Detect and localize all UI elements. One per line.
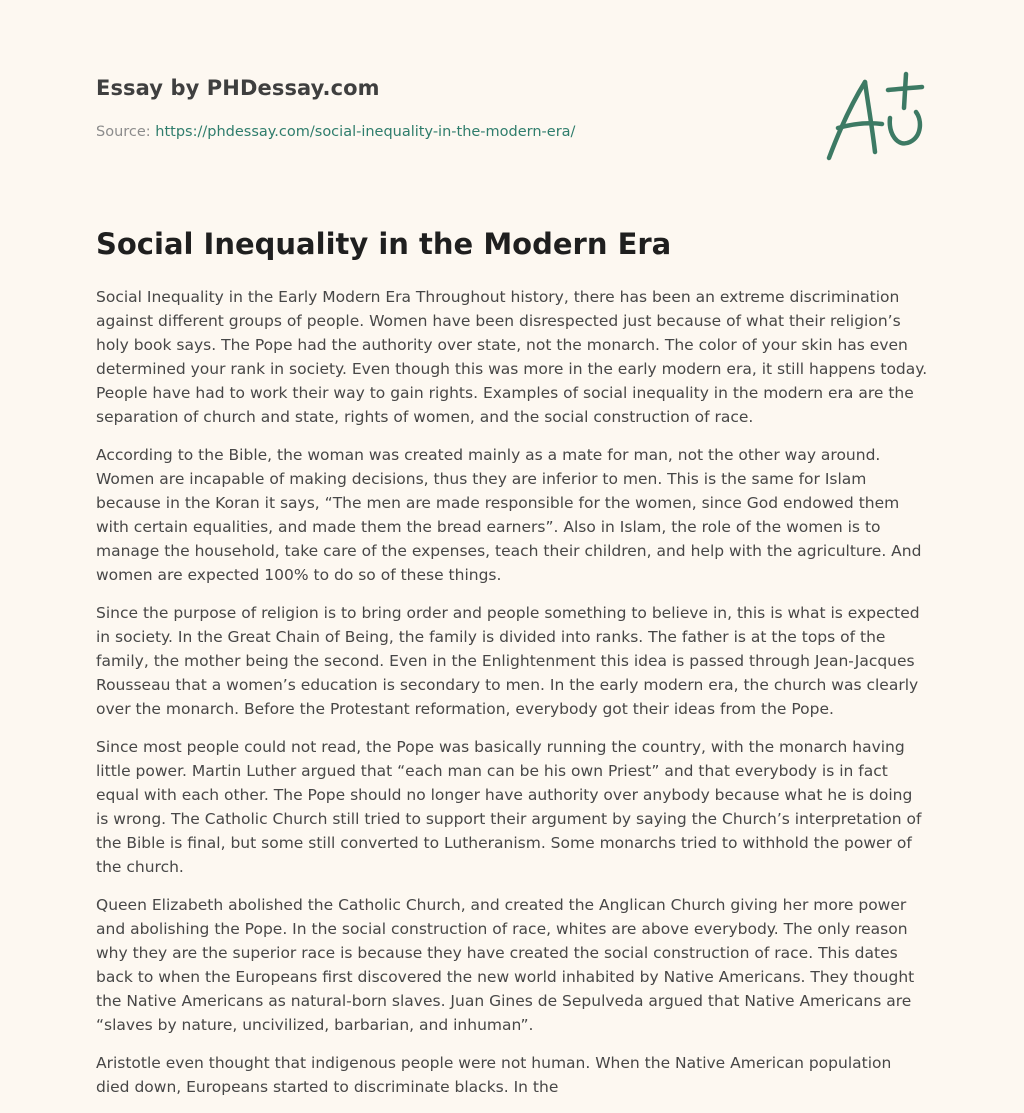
essay-paragraph: Since the purpose of religion is to bring order and people something to believe in, this is what is expected in society. In the Great Chain of Being, the family is divided into ranks. The father is at the tops of the family, the mother being the second. Even in the Enlightenment this idea is passed through Jean-Jacques Rousseau that a women’s education is secondary to men. In the early modern era, the church was clearly over the monarch. Before the Protestant reformation, everybody got their ideas from the Pope. xyxy=(96,604,920,718)
essay-paragraph: Since most people could not read, the Pope was basically running the country, with the monarch having little power. Martin Luther argued that “each man can be his own Priest” and that everybody is in fact equal with each other. The Pope should no longer have authority over anybody because what he is doing is wrong. The Catholic Church still tried to support their argument by saying the Church’s interpretation of the Bible is final, but some still converted to Lutheranism. Some monarchs tried to withhold the power of the church. xyxy=(96,738,922,876)
essay-paragraph: Queen Elizabeth abolished the Catholic Church, and created the Anglican Church giving her more power and abolishing the Pope. In the social construction of race, whites are above everybody. The only reason why they are the superior race is because they have created the social construction of race. This dates back to when the Europeans first discovered the new world inhabited by Native Americans. They thought the Native Americans as natural-born slaves. Juan Gines de Sepulveda argued that Native Americans are “slaves by nature, uncivilized, barbarian, and inhuman”. xyxy=(96,896,915,1034)
a-plus-grade-icon xyxy=(818,64,930,168)
source-label: Source: xyxy=(96,124,151,140)
essay-title: Social Inequality in the Modern Era xyxy=(96,227,672,261)
source-link[interactable]: https://phdessay.com/social-inequality-in-the-modern-era/ xyxy=(155,124,576,140)
essay-paragraph: Aristotle even thought that indigenous people were not human. When the Native American population died down, Europeans started to discriminate blacks. In the xyxy=(96,1054,892,1096)
site-brand-heading: Essay by PHDessay.com xyxy=(96,76,380,100)
essay-paragraph: Social Inequality in the Early Modern Era Throughout history, there has been an extreme discrimination against different groups of people. Women have been disrespected just because of what their religion’s holy book says. The Pope had the authority over state, not the monarch. The color of your skin has even determined your rank in society. Even though this was more in the early modern era, it still happens today. People have had to work their way to gain rights. Examples of social inequality in the modern era are the separation of church and state, rights of women, and the social construction of race. xyxy=(96,288,928,426)
essay-paragraph: According to the Bible, the woman was created mainly as a mate for man, not the other way around. Women are incapable of making decisions, thus they are inferior to men. This is the same for Islam because in the Koran it says, “The men are made responsible for the women, since God endowed them with certain equalities, and made them the bread earners”. Also in Islam, the role of the women is to manage the household, take care of the expenses, teach their children, and help with the agriculture. And women are expected 100% to do so of these things. xyxy=(96,446,922,584)
essay-body xyxy=(96,285,928,1113)
source-line xyxy=(96,124,575,140)
